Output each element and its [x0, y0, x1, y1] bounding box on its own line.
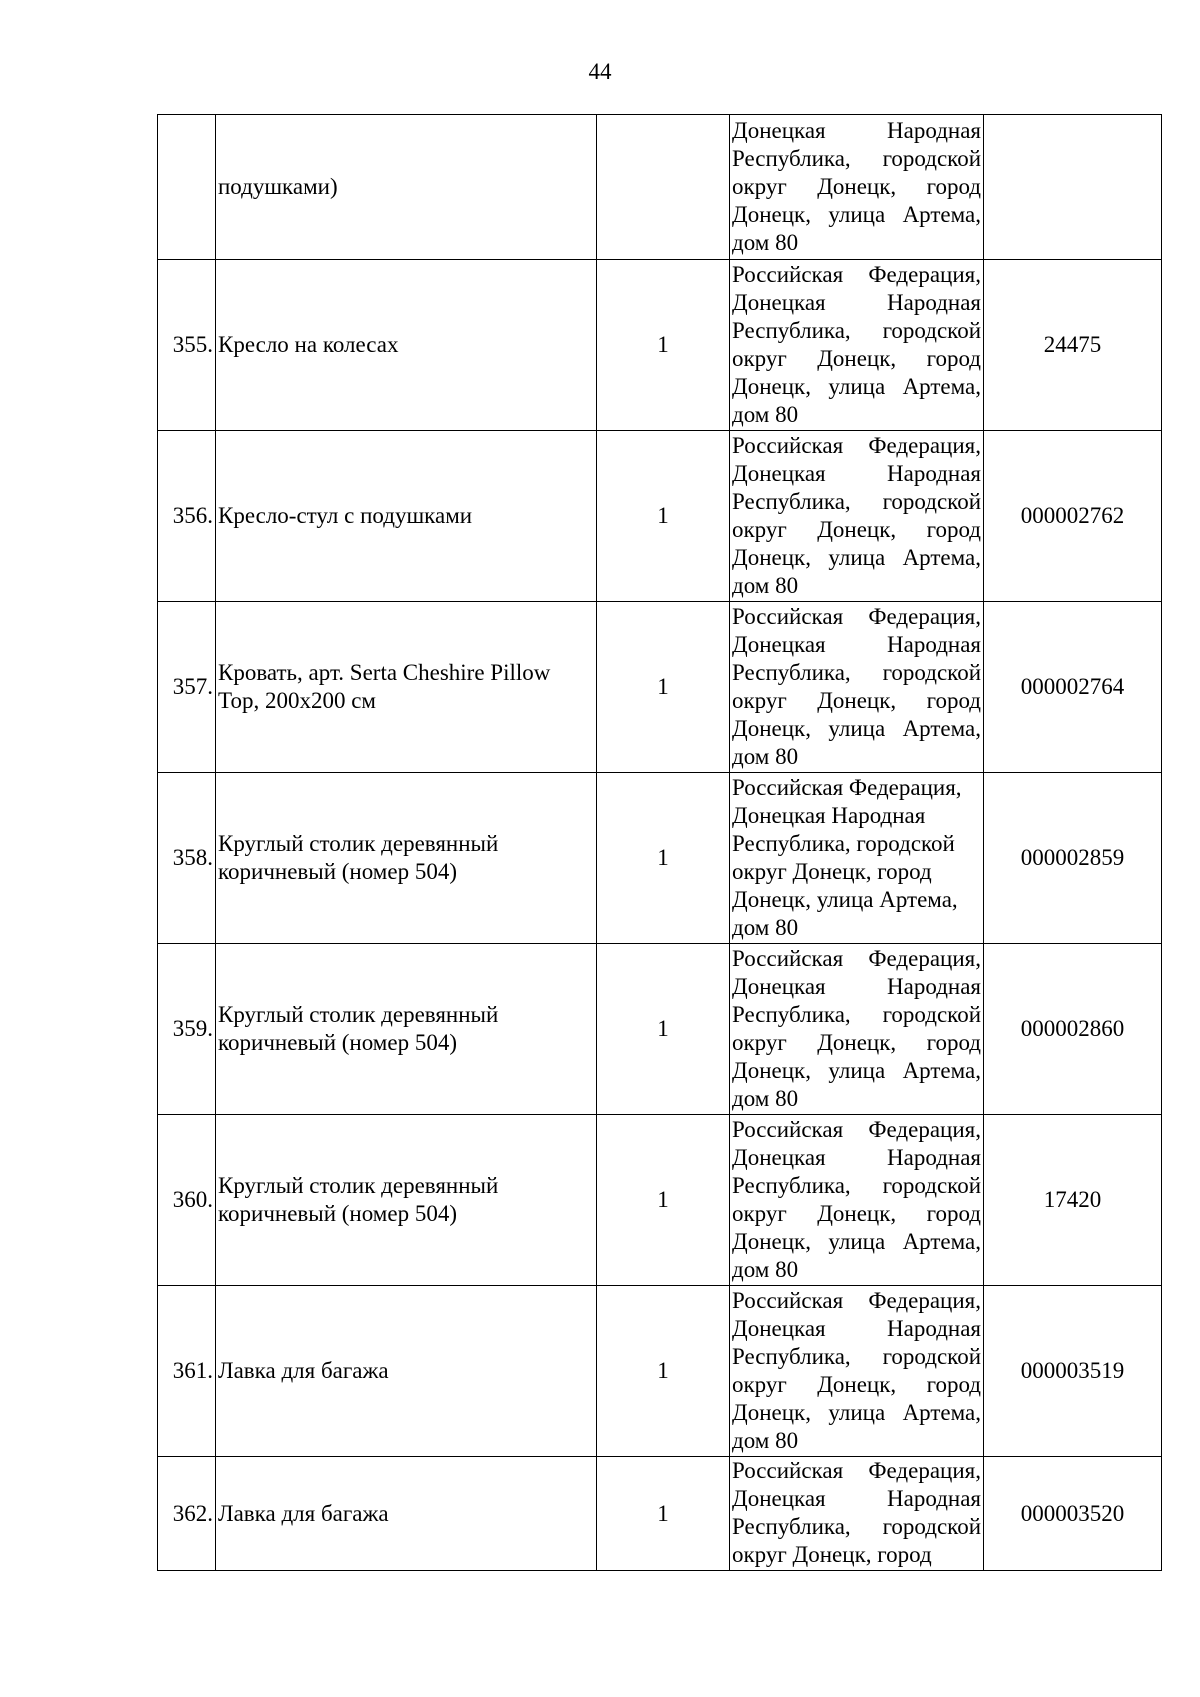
row-number: 362.: [158, 1457, 216, 1571]
row-number: 359.: [158, 944, 216, 1115]
item-quantity: 1: [597, 260, 730, 431]
inventory-number: [984, 115, 1162, 260]
table-row: [158, 260, 1162, 431]
item-name: Лавка для багажа: [216, 1286, 597, 1457]
item-quantity: 1: [597, 773, 730, 944]
table-row: [158, 944, 1162, 1115]
row-number: 358.: [158, 773, 216, 944]
row-number: 357.: [158, 602, 216, 773]
table-row: [158, 1286, 1162, 1457]
table-row: [158, 773, 1162, 944]
table-row: [158, 431, 1162, 602]
item-quantity: [597, 115, 730, 260]
item-address: Российская Федерация, Донецкая Народная Республика, городской округ Донецк, город Донецк, улица Артема, дом 80: [730, 1286, 984, 1457]
item-name: Круглый столик деревянный коричневый (номер 504): [216, 773, 597, 944]
item-name: Кресло на колесах: [216, 260, 597, 431]
inventory-number: 000002764: [984, 602, 1162, 773]
item-address: Российская Федерация, Донецкая Народная Республика, городской округ Донецк, город Донецк, улица Артема, дом 80: [730, 1115, 984, 1286]
table-row: [158, 602, 1162, 773]
item-name: Круглый столик деревянный коричневый (номер 504): [216, 944, 597, 1115]
item-address: Российская Федерация, Донецкая Народная Республика, городской округ Донецк, город Донецк, улица Артема, дом 80: [730, 431, 984, 602]
row-number: [158, 115, 216, 260]
table-row: [158, 115, 1162, 260]
item-name: подушками): [216, 115, 597, 260]
item-quantity: 1: [597, 1457, 730, 1571]
property-table: [157, 114, 1162, 1571]
item-quantity: 1: [597, 602, 730, 773]
item-name: Круглый столик деревянный коричневый (номер 504): [216, 1115, 597, 1286]
item-name: Кровать, арт. Serta Cheshire Pillow Top, 200x200 см: [216, 602, 597, 773]
table-row: [158, 1457, 1162, 1571]
address-text: Донецкая Народная Республика, городской округ Донецк, город Донецк, улица Артема, дом 80: [732, 118, 981, 255]
item-name: Лавка для багажа: [216, 1457, 597, 1571]
inventory-number: 24475: [984, 260, 1162, 431]
page-number: 44: [588, 59, 612, 84]
table-row: [158, 1115, 1162, 1286]
item-quantity: 1: [597, 431, 730, 602]
inventory-number: 000003520: [984, 1457, 1162, 1571]
row-number: 355.: [158, 260, 216, 431]
inventory-number: 000002762: [984, 431, 1162, 602]
item-quantity: 1: [597, 944, 730, 1115]
inventory-number: 000003519: [984, 1286, 1162, 1457]
item-address: [730, 773, 984, 944]
row-number: 356.: [158, 431, 216, 602]
inventory-number: 000002860: [984, 944, 1162, 1115]
row-number: 360.: [158, 1115, 216, 1286]
item-address: [730, 115, 984, 260]
row-number: 361.: [158, 1286, 216, 1457]
inventory-number: 17420: [984, 1115, 1162, 1286]
item-address: Российская Федерация, Донецкая Народная Республика, городской округ Донецк, город Донецк, улица Артема, дом 80: [730, 260, 984, 431]
address-text: Российская Федерация, Донецкая Народная Республика, городской округ Донецк, город Донецк, улица Артема, дом 80: [732, 775, 962, 940]
address-text: Российская Федерация, Донецкая Народная Республика, городской округ Донецк, город: [732, 1458, 981, 1567]
item-address: Российская Федерация, Донецкая Народная Республика, городской округ Донецк, город Донецк, улица Артема, дом 80: [730, 602, 984, 773]
item-quantity: 1: [597, 1115, 730, 1286]
item-name: Кресло-стул с подушками: [216, 431, 597, 602]
inventory-number: 000002859: [984, 773, 1162, 944]
item-address: [730, 1457, 984, 1571]
item-quantity: 1: [597, 1286, 730, 1457]
item-address: Российская Федерация, Донецкая Народная Республика, городской округ Донецк, город Донецк, улица Артема, дом 80: [730, 944, 984, 1115]
